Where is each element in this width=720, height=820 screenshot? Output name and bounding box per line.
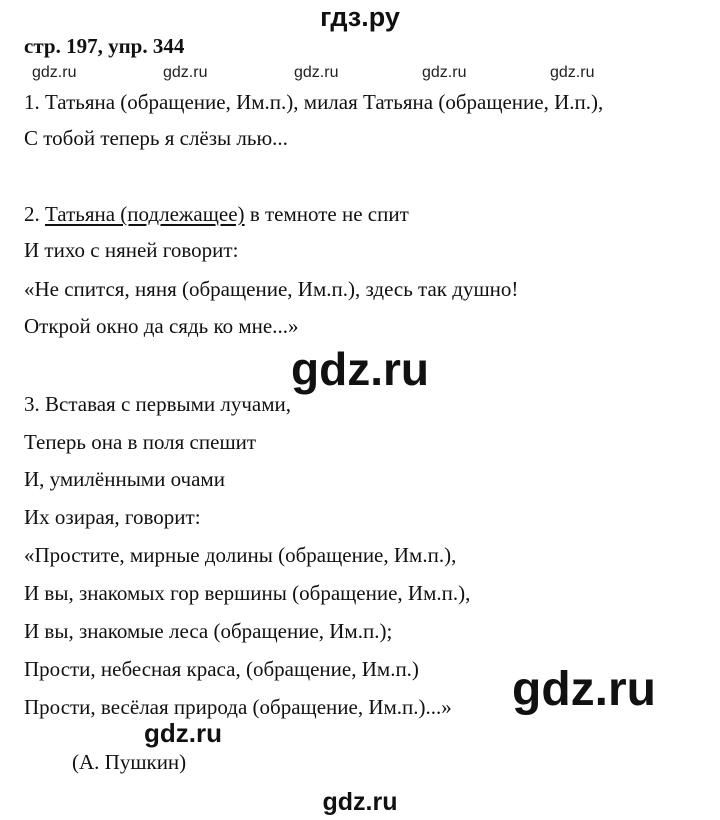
stanza3-line4: Их озирая, говорит: [24, 505, 201, 529]
watermark-footer: gdz.ru [322, 788, 398, 816]
watermark-small-3: gdz.ru [294, 64, 339, 81]
watermark-small-2: gdz.ru [163, 64, 208, 81]
stanza3-line1: 3. Вставая с первыми лучами, [24, 392, 292, 416]
stanza2-number: 2. [24, 202, 40, 226]
stanza2-line3: «Не спится, няня (обращение, Им.п.), здесь так душно! [24, 277, 519, 301]
watermark-small-1: gdz.ru [32, 64, 77, 81]
site-title: гдз.ру [320, 2, 400, 32]
stanza3-line6: И вы, знакомых гор вершины (обращение, Им.п.), [24, 581, 471, 605]
stanza3-line8: Прости, небесная краса, (обращение, Им.п.) [24, 657, 419, 681]
stanza3-line9: Прости, весёлая природа (обращение, Им.п.)...» [24, 695, 452, 719]
watermark-big-center: gdz.ru [291, 343, 429, 395]
stanza2-line4: Открой окно да сядь ко мне...» [24, 314, 299, 338]
stanza1-line2: С тобой теперь я слёзы лью... [24, 126, 288, 150]
watermark-small-4: gdz.ru [422, 64, 467, 81]
stanza2-line2: И тихо с няней говорит: [24, 238, 239, 262]
watermark-big-right: gdz.ru [512, 663, 656, 716]
stanza3-line7: И вы, знакомые леса (обращение, Им.п.); [24, 619, 393, 643]
exercise-heading: стр. 197, упр. 344 [24, 34, 185, 58]
stanza3-line2: Теперь она в поля спешит [24, 430, 257, 454]
subject-underlined: Татьяна (подлежащее) [45, 202, 245, 226]
watermark-mid-left: gdz.ru [144, 718, 222, 748]
watermark-small-5: gdz.ru [550, 64, 595, 81]
stanza1-line1: 1. Татьяна (обращение, Им.п.), милая Татьяна (обращение, И.п.), [24, 90, 604, 114]
stanza2-line1-rest: в темноте не спит [244, 202, 409, 226]
stanza3-line5: «Простите, мирные долины (обращение, Им.п.), [24, 543, 457, 567]
stanza3-line3: И, умилёнными очами [24, 467, 225, 491]
stanza2-line1 [24, 204, 409, 225]
author-attribution: (А. Пушкин) [72, 750, 187, 774]
